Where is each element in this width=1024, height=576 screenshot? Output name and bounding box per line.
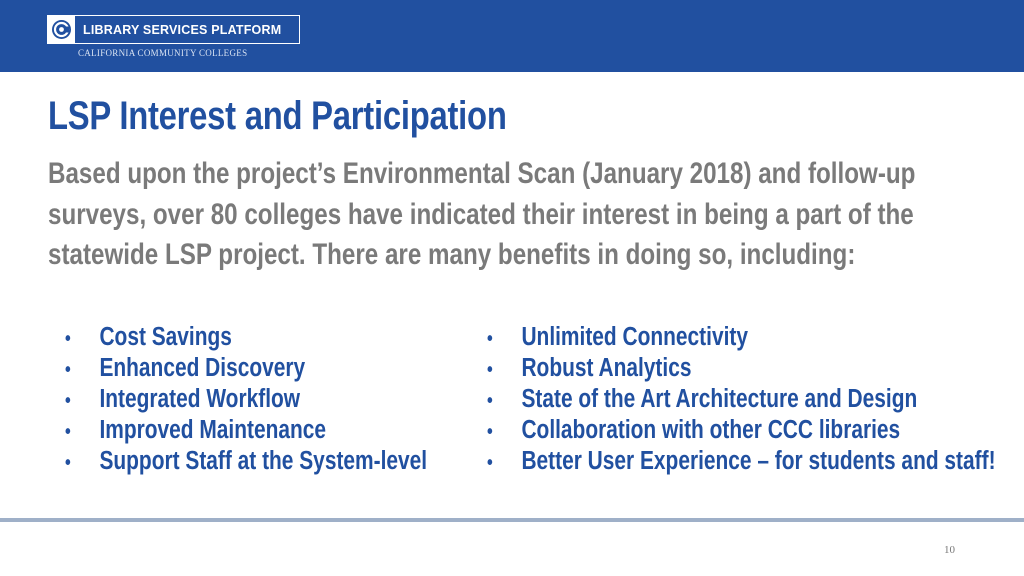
logo: [47, 15, 300, 44]
bullet-dot: •: [65, 452, 71, 474]
bullet-item: [65, 416, 427, 447]
bullet-dot: •: [487, 359, 493, 381]
bullet-text: Support Staff at the System-level: [99, 447, 428, 475]
bullet-item: [65, 447, 427, 478]
bullet-dot: •: [65, 359, 71, 381]
bullet-dot: •: [487, 452, 493, 474]
logo-subtitle: CALIFORNIA COMMUNITY COLLEGES: [78, 48, 248, 58]
bullet-dot: •: [65, 390, 71, 412]
bullet-item: [487, 354, 996, 385]
header-band: [0, 0, 1024, 72]
footer-divider: [0, 518, 1024, 522]
bullet-text: Robust Analytics: [521, 354, 692, 382]
bullet-text: Cost Savings: [99, 323, 232, 351]
logo-name: LIBRARY SERVICES PLATFORM: [83, 22, 282, 37]
bullet-item: [487, 447, 996, 478]
bullet-dot: •: [487, 421, 493, 443]
bullet-dot: •: [65, 328, 71, 350]
page-number: 10: [944, 544, 955, 556]
bullet-text: Improved Maintenance: [99, 416, 327, 444]
bullet-item: [487, 416, 996, 447]
bullet-item: [65, 323, 427, 354]
bullet-text: Integrated Workflow: [99, 385, 301, 413]
bullet-text: Collaboration with other CCC libraries: [521, 416, 901, 444]
bullet-dot: •: [65, 421, 71, 443]
bullet-text: Better User Experience – for students and staff!: [521, 447, 996, 475]
bullet-item: [65, 354, 427, 385]
benefits-list-left: [65, 323, 427, 478]
bullet-text: Enhanced Discovery: [99, 354, 306, 382]
bullet-dot: •: [487, 390, 493, 412]
slide-title: LSP Interest and Participation: [48, 94, 507, 138]
intro-paragraph: Based upon the project’s Environmental Scan (January 2018) and follow-up surveys, over 80 colleges have indicated their interest in being a part of the statewide LSP project. There are many benefits in doing so, including:: [48, 157, 916, 271]
bullet-item: [487, 323, 996, 354]
bullet-text: State of the Art Architecture and Design: [521, 385, 918, 413]
bullet-text: Unlimited Connectivity: [521, 323, 748, 351]
ccc-logo-icon: [48, 16, 75, 43]
benefits-list-right: [487, 323, 996, 478]
bullet-dot: •: [487, 328, 493, 350]
bullet-item: [65, 385, 427, 416]
bullet-item: [487, 385, 996, 416]
